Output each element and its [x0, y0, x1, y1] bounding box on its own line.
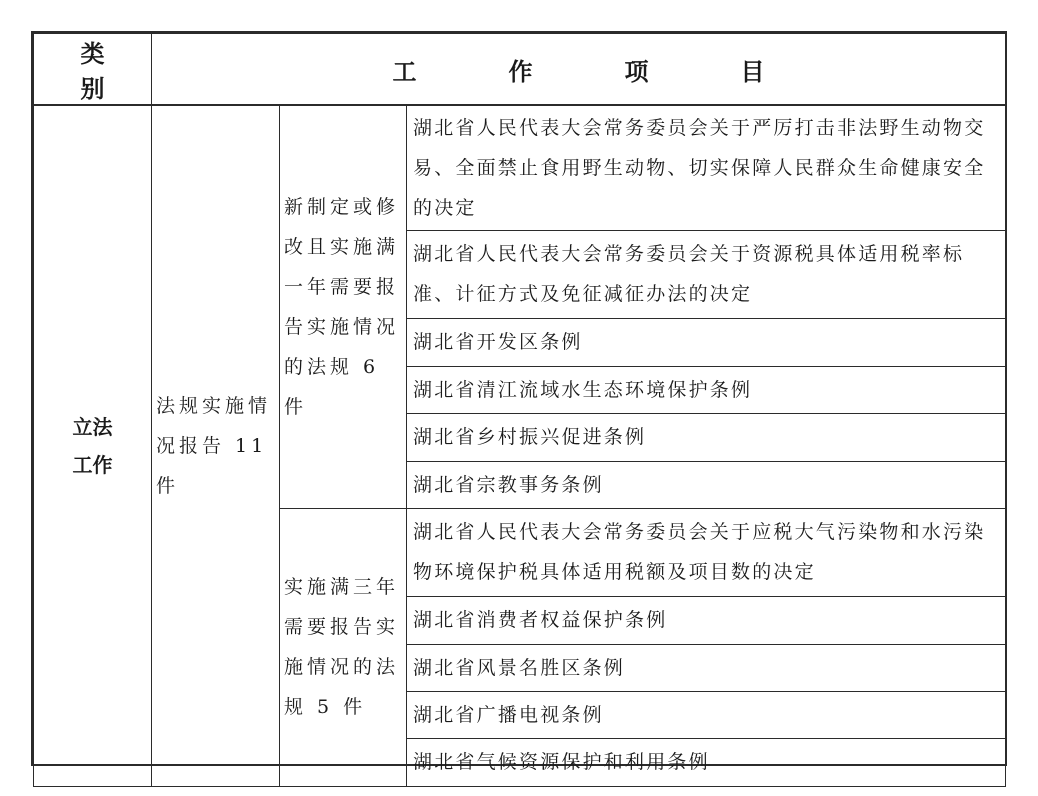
item-environmental-tax-decision: 湖北省人民代表大会常务委员会关于应税大气污染物和水污染物环境保护税具体适用税额及项目数的决定: [407, 508, 1006, 596]
category-line-1: 立法: [72, 414, 113, 439]
item-qingjiang-river: 湖北省清江流域水生态环境保护条例: [407, 366, 1006, 413]
item-scenic-areas: 湖北省风景名胜区条例: [407, 644, 1006, 691]
item-religious-affairs: 湖北省宗教事务条例: [407, 461, 1006, 508]
item-wildlife-decision: 湖北省人民代表大会常务委员会关于严厉打击非法野生动物交易、全面禁止食用野生动物、切实保障人民群众生命健康安全的决定: [407, 105, 1006, 230]
report-table-frame: [31, 31, 1007, 773]
work-plan-table: [33, 33, 1006, 787]
item-consumer-rights: 湖北省消费者权益保护条例: [407, 596, 1006, 644]
category-line-2: 工作: [72, 452, 113, 477]
column-header-work-items: 工作项目: [152, 34, 1006, 106]
item-resource-tax-decision: 湖北省人民代表大会常务委员会关于资源税具体适用税率标准、计征方式及免征减征办法的决定: [407, 230, 1006, 318]
item-development-zone: 湖北省开发区条例: [407, 318, 1006, 366]
item-climate-resources: 湖北省气候资源保护和利用条例: [407, 738, 1006, 786]
item-broadcast-tv: 湖北省广播电视条例: [407, 691, 1006, 738]
table-row: [34, 105, 1006, 230]
column-header-category: 类别: [34, 34, 152, 106]
category-cell: [34, 105, 152, 786]
group-label-three-years: 实施满三年需要报告实施情况的法规 5 件: [280, 508, 407, 786]
subcategory-cell: 法规实施情况报告 11 件: [152, 105, 280, 786]
table-header-row: [34, 34, 1006, 106]
item-rural-revitalization: 湖北省乡村振兴促进条例: [407, 413, 1006, 461]
group-label-new-or-revised: 新制定或修改且实施满一年需要报告实施情况的法规 6 件: [280, 105, 407, 508]
